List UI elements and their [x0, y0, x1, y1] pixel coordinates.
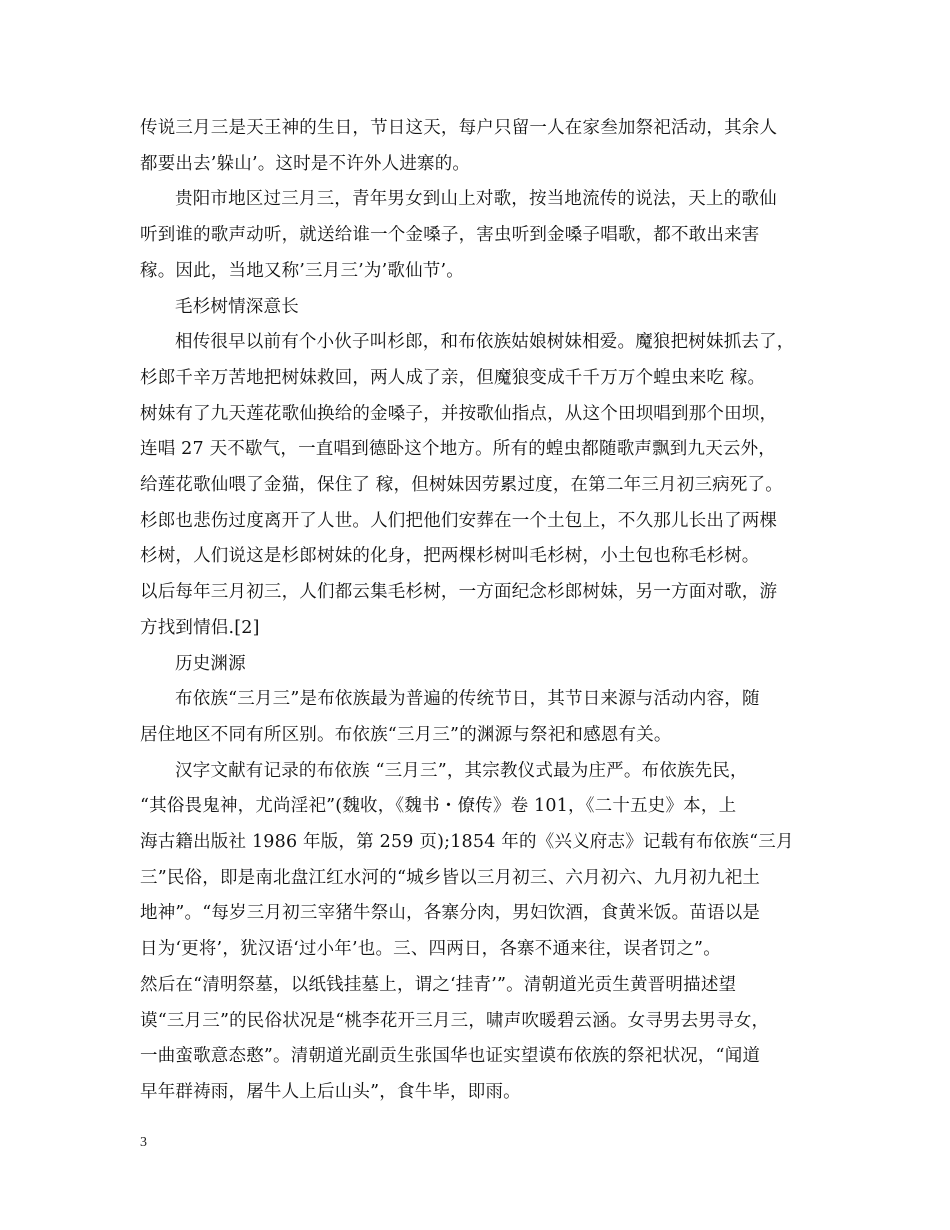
- text-line: “其俗畏鬼神，尤尚淫祀”(魏收，《魏书・僚传》卷 101，《二十五史》本，上: [140, 796, 737, 817]
- text-line: 谟“三月三”的民俗状况是“桃李花开三月三，啸声吹暖碧云涵。女寻男去男寻女，: [140, 1010, 770, 1031]
- text-line: 方找到情侣.[2]: [140, 617, 260, 638]
- text-line: 传说三月三是天王神的生日，节日这天，每户只留一人在家叁加祭祀活动，其余人: [140, 118, 778, 138]
- text-line: 早年群祷雨，屠牛人上后山头”，食牛毕，即雨。: [140, 1081, 521, 1102]
- text-line: 都要出去’躲山’。这时是不许外人进寨的。: [140, 153, 471, 174]
- paragraph-first-line: 相传很早以前有个小伙子叫杉郎，和布依族姑娘树妹相爱。魔狼把树妹抓去了，: [175, 332, 795, 353]
- text-line: 日为‘更将’，犹汉语‘过小年’也。三、四两日，各寨不通来往，误者罚之”。: [140, 939, 721, 960]
- text-line: 杉郎千辛万苦地把树妹救回，两人成了亲，但魔狼变成千千万万个蝗虫来吃 稼。: [140, 367, 766, 388]
- text-line: 听到谁的歌声动听，就送给谁一个金嗓子，害虫听到金嗓子唱歌，都不敢出来害: [140, 225, 760, 246]
- text-line: 然后在“清明祭墓，以纸钱挂墓上，谓之‘挂青’”。清朝道光贡生黄晋明描述望: [140, 974, 737, 995]
- text-line: 以后每年三月初三，人们都云集毛杉树，一方面纪念杉郎树妹，另一方面对歌，游: [140, 582, 778, 603]
- page-number: 3: [140, 1135, 147, 1150]
- paragraph-first-line: 历史渊源: [175, 653, 246, 674]
- text-line: 地神”。“每岁三月初三宰猪牛祭山，各寨分肉，男妇饮酒，食黄米饭。苗语以是: [140, 903, 761, 924]
- paragraph-first-line: 毛杉树情深意长: [175, 296, 299, 317]
- text-line: 杉树，人们说这是杉郎树妹的化身，把两棵杉树叫毛杉树，小土包也称毛杉树。: [140, 546, 760, 567]
- paragraph-first-line: 汉字文献有记录的布依族 “三月三”，其宗教仪式最为庄严。布依族先民，: [175, 760, 748, 781]
- text-line: 树妹有了九天莲花歌仙换给的金嗓子，并按歌仙指点，从这个田坝唱到那个田坝，: [140, 403, 778, 424]
- paragraph-first-line: 布依族“三月三”是布依族最为普遍的传统节日，其节日来源与活动内容，随: [175, 689, 760, 710]
- text-line: 连唱 27 天不歇气，一直唱到德卧这个地方。所有的蝗虫都随歌声飘到九天云外，: [140, 439, 776, 460]
- paragraph-first-line: 贵阳市地区过三月三，青年男女到山上对歌，按当地流传的说法，天上的歌仙: [175, 189, 777, 210]
- text-line: 海古籍出版社 1986 年版，第 259 页);1854 年的《兴义府志》记载有布依族“三月: [140, 832, 794, 852]
- text-line: 三”民俗，即是南北盘江红水河的“城乡皆以三月初三、六月初六、九月初九祀土: [140, 867, 761, 888]
- text-line: 居住地区不同有所区别。布依族“三月三”的渊源与祭祀和感恩有关。: [140, 724, 672, 745]
- text-line: 给莲花歌仙喂了金猫，保住了 稼，但树妹因劳累过度，在第二年三月初三病死了。: [140, 475, 783, 495]
- text-line: 一曲蛮歌意态憨”。清朝道光副贡生张国华也证实望谟布依族的祭祀状况，“闻道: [140, 1046, 761, 1067]
- text-line: 杉郎也悲伤过度离开了人世。人们把他们安葬在一个土包上，不久那儿长出了两棵: [140, 510, 778, 531]
- text-line: 稼。因此，当地又称’三月三’为’歌仙节’。: [140, 260, 464, 281]
